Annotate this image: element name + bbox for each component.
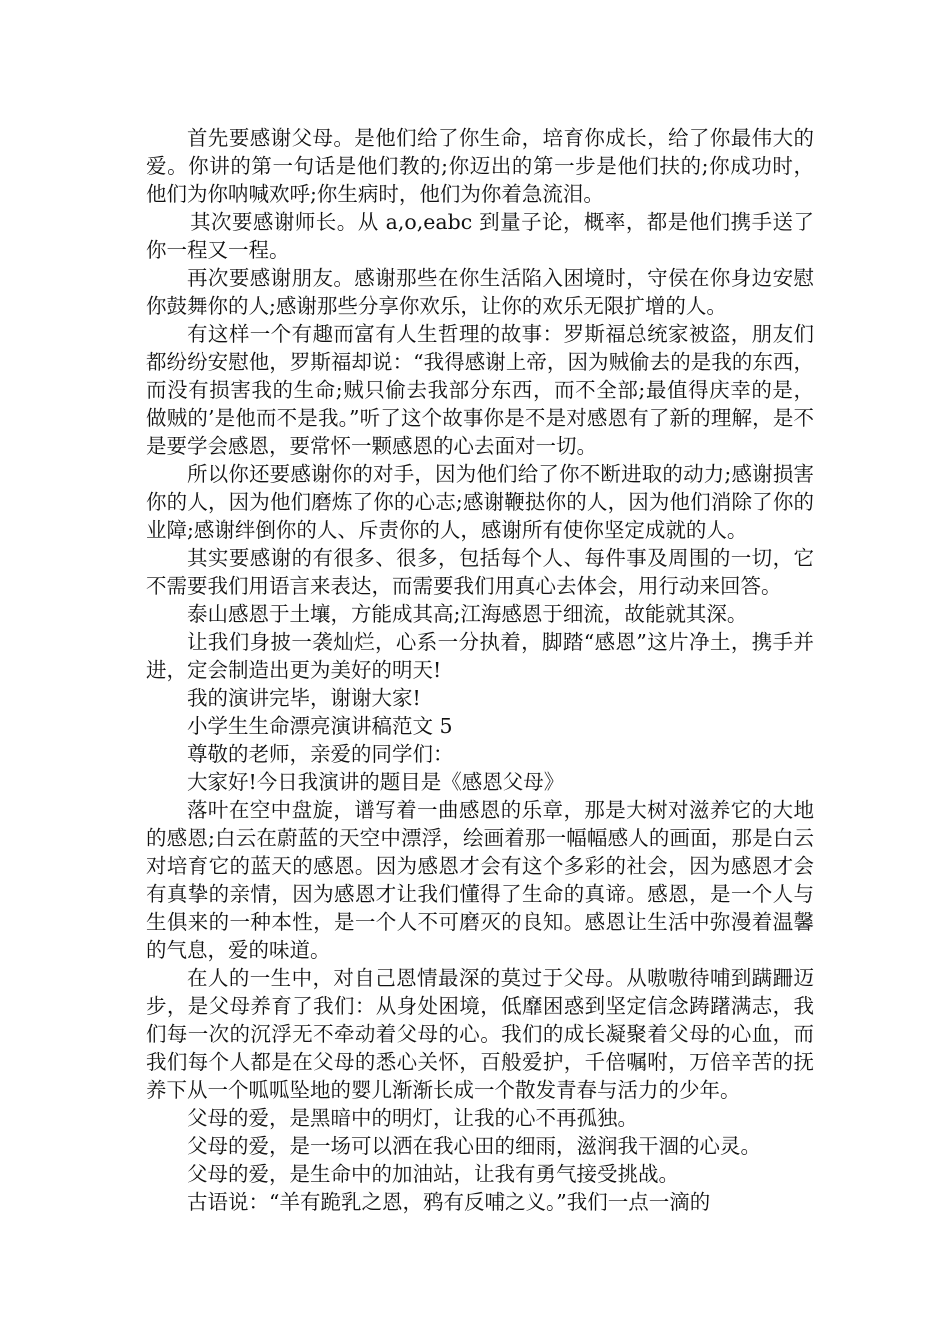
paragraph-thank-teachers: 其次要感谢师长。从 a,o,eabc 到量子论，概率，都是他们携手送了你一程又一程。 xyxy=(146,210,814,262)
section-heading: 小学生生命漂亮演讲稿范文 5 xyxy=(187,714,453,738)
paragraph-roosevelt-story: 有这样一个有趣而富有人生哲理的故事：罗斯福总统家被盗，朋友们都纷纷安慰他，罗斯福却说：“我得感谢上帝，因为贼偷去的是我的东西，而没有损害我的生命;贼只偷去我部分东西，而不全部;最值得庆幸的是，做贼的’是他而不是我。”听了这个故事你是不是对感恩有了新的理解，是不是要学会感恩，要常怀一颗感恩的心去面对一切。 xyxy=(146,322,814,458)
paragraph-parents-love-station: 父母的爱，是生命中的加油站，让我有勇气接受挑战。 xyxy=(187,1162,679,1186)
paragraph-greeting: 尊敬的老师，亲爱的同学们： xyxy=(187,742,454,766)
paragraph-proverb: 古语说：“羊有跪乳之恩，鸦有反哺之义。”我们一点一滴的 xyxy=(187,1190,711,1214)
paragraph-topic: 大家好!今日我演讲的题目是《感恩父母》 xyxy=(187,770,565,794)
paragraph-many-to-thank: 其实要感谢的有很多、很多，包括每个人、每件事及周围的一切，它不需要我们用语言来表达，而需要我们用真心去体会，用行动来回答。 xyxy=(146,546,814,598)
paragraph-thank-parents: 首先要感谢父母。是他们给了你生命，培育你成长，给了你最伟大的爱。你讲的第一句话是他们教的;你迈出的第一步是他们扶的;你成功时，他们为你呐喊欢呼;你生病时，他们为你着急流泪。 xyxy=(146,126,814,206)
paragraph-closing-call: 让我们身披一袭灿烂，心系一分执着，脚踏“感恩”这片净土，携手并进，定会制造出更为美好的明天! xyxy=(146,630,814,682)
paragraph-thank-friends: 再次要感谢朋友。感谢那些在你生活陷入困境时，守侯在你身边安慰你鼓舞你的人;感谢那些分享你欢乐，让你的欢乐无限扩增的人。 xyxy=(146,266,814,318)
paragraph-parents-love-rain: 父母的爱，是一场可以洒在我心田的细雨，滋润我干涸的心灵。 xyxy=(187,1134,761,1158)
paragraph-parents-love-lamp: 父母的爱，是黑暗中的明灯，让我的心不再孤独。 xyxy=(187,1106,638,1130)
document-body xyxy=(146,124,814,1216)
paragraph-thank-rivals: 所以你还要感谢你的对手，因为他们给了你不断进取的动力;感谢损害你的人，因为他们磨炼了你的心志;感谢鞭挞你的人，因为他们消除了你的业障;感谢绊倒你的人、斥责你的人，感谢所有使你坚定成就的人。 xyxy=(146,462,814,542)
paragraph-parents-life: 在人的一生中，对自己恩情最深的莫过于父母。从嗷嗷待哺到蹒跚迈步，是父母养育了我们：从身处困境，低靡困惑到坚定信念踌躇满志，我们每一次的沉浮无不牵动着父母的心。我们的成长凝聚着父母的心血，而我们每个人都是在父母的悉心关怀，百般爱护，千倍嘱咐，万倍辛苦的抚养下从一个呱呱坠地的婴儿渐渐长成一个散发青春与活力的少年。 xyxy=(146,966,814,1102)
paragraph-speech-end: 我的演讲完毕，谢谢大家! xyxy=(187,686,421,710)
paragraph-falling-leaves: 落叶在空中盘旋，谱写着一曲感恩的乐章，那是大树对滋养它的大地的感恩;白云在蔚蓝的天空中漂浮，绘画着那一幅幅感人的画面，那是白云对培育它的蓝天的感恩。因为感恩才会有这个多彩的社会，因为感恩才会有真挚的亲情，因为感恩才让我们懂得了生命的真谛。感恩，是一个人与生俱来的一种本性，是一个人不可磨灭的良知。感恩让生活中弥漫着温馨的气息，爱的味道。 xyxy=(146,798,814,962)
paragraph-mountain-sea: 泰山感恩于土壤，方能成其高;江海感恩于细流，故能就其深。 xyxy=(187,602,748,626)
